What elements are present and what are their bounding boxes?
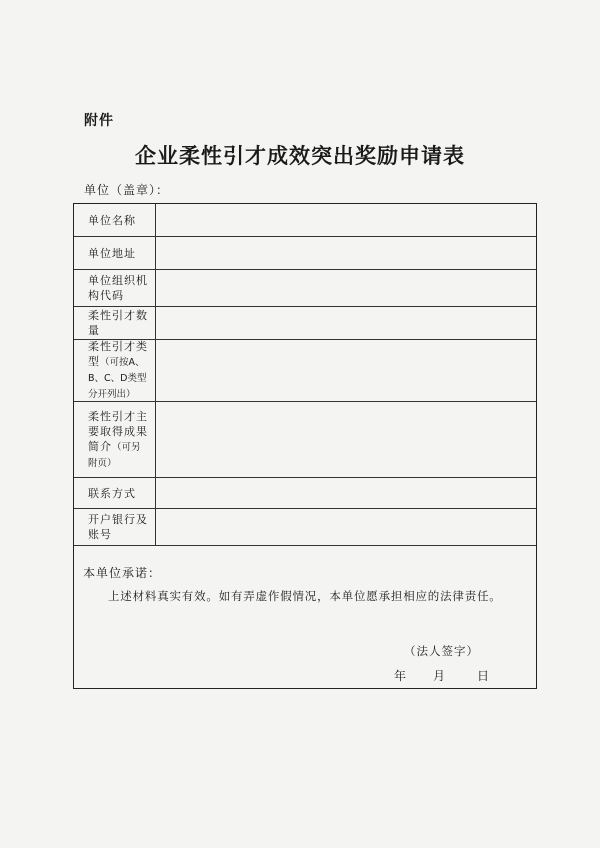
date-month-label: 月 <box>433 669 446 683</box>
label-talent-type-text: 柔性引才类型 <box>88 340 148 368</box>
value-unit-name[interactable] <box>156 204 536 236</box>
row-unit-name <box>74 204 536 237</box>
label-org-code-text: 单位组织机构代码 <box>88 274 148 302</box>
form-title: 企业柔性引才成效突出奖励申请表 <box>135 143 465 168</box>
row-talent-count <box>74 307 536 340</box>
value-talent-count[interactable] <box>156 307 536 339</box>
label-achievements <box>74 402 156 477</box>
application-table <box>73 203 537 689</box>
date-year-label: 年 <box>394 669 407 683</box>
label-achievements-text: 柔性引才主要取得成果简介 <box>88 409 148 453</box>
label-talent-type <box>74 340 156 401</box>
legal-signature-label: （法人签字） <box>404 644 479 658</box>
value-unit-address[interactable] <box>156 237 536 269</box>
row-bank-account <box>74 509 536 546</box>
date-day-label: 日 <box>477 669 490 683</box>
label-achievements-note: （可另附页） <box>88 441 141 469</box>
promise-section <box>74 546 536 688</box>
unit-stamp-label: 单位（盖章）： <box>84 183 170 197</box>
value-contact[interactable] <box>156 478 536 508</box>
label-unit-address-text: 单位地址 <box>88 246 136 260</box>
label-talent-type-note: （可按A、B、C、D类型分开列出） <box>88 357 147 400</box>
label-talent-count <box>74 307 156 339</box>
label-contact <box>74 478 156 508</box>
value-org-code[interactable] <box>156 270 536 306</box>
attachment-label: 附件 <box>84 113 114 129</box>
label-unit-address <box>74 237 156 269</box>
row-contact <box>74 478 536 509</box>
label-unit-name <box>74 204 156 236</box>
label-org-code <box>74 270 156 306</box>
label-bank-account-text: 开户银行及账号 <box>88 513 148 541</box>
value-bank-account[interactable] <box>156 509 536 545</box>
value-talent-type[interactable] <box>156 340 536 401</box>
row-unit-address <box>74 237 536 270</box>
row-talent-type <box>74 340 536 402</box>
promise-statement: 上述材料真实有效。如有弄虚作假情况，本单位愿承担相应的法律责任。 <box>108 589 502 603</box>
label-bank-account <box>74 509 156 545</box>
row-achievements <box>74 402 536 478</box>
row-org-code <box>74 270 536 307</box>
promise-label: 本单位承诺： <box>83 566 162 580</box>
label-unit-name-text: 单位名称 <box>88 213 136 227</box>
value-achievements[interactable] <box>156 402 536 477</box>
label-talent-count-text: 柔性引才数量 <box>88 309 148 337</box>
label-contact-text: 联系方式 <box>88 486 136 500</box>
